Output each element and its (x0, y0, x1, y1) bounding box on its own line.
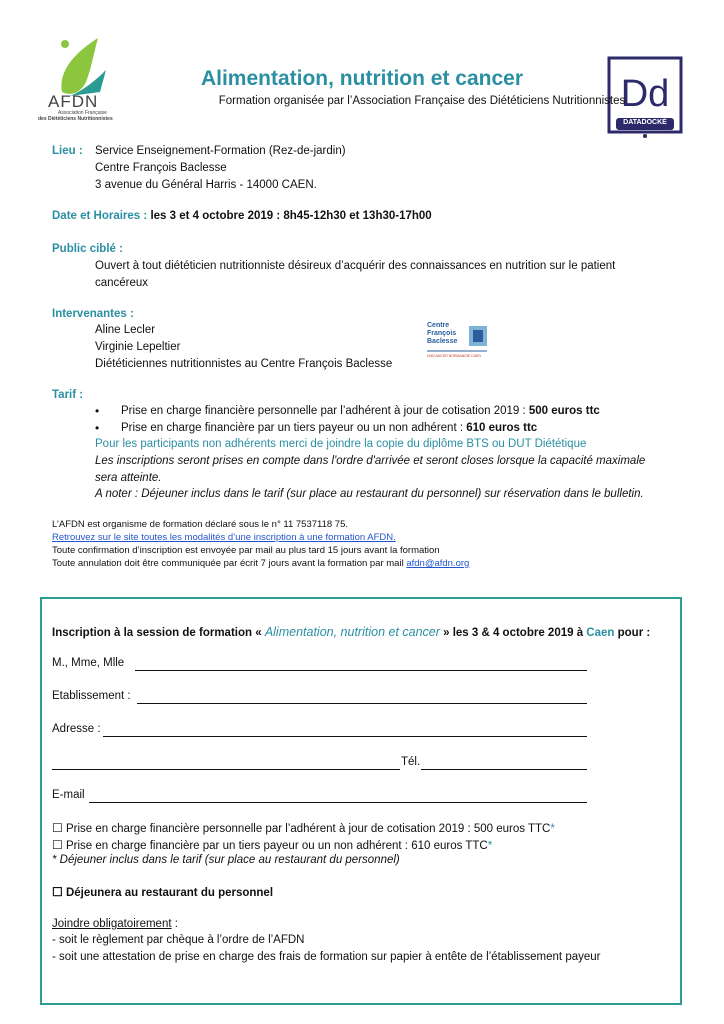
bullet-icon: • (95, 421, 100, 435)
page-title: Alimentation, nutrition et cancer (200, 67, 524, 90)
name-label: M., Mme, Mlle (52, 657, 125, 669)
dates-row (52, 210, 432, 222)
option-tiers-payeur[interactable] (52, 838, 492, 852)
tarif-note-inscriptions-2: sera atteinte. (95, 472, 162, 484)
form-heading-title: Alimentation, nutrition et cancer (264, 625, 440, 639)
afdn-logo-text: AFDN (48, 92, 99, 111)
option-dejeuner-text: Déjeunera au restaurant du personnel (65, 887, 274, 899)
tarif-item-1-price: 500 euros ttc (528, 405, 600, 417)
form-heading-b: » les 3 & 4 octobre 2019 à (439, 627, 587, 639)
tarif-item-2 (121, 422, 537, 434)
afdn-logo-sub2: des Diététiciens Nutritionnistes (38, 116, 113, 122)
checkbox-icon[interactable]: ☐ (52, 821, 63, 835)
form-dejeuner-note (52, 854, 400, 866)
joindre-label: Joindre obligatoirement (52, 918, 172, 930)
baclesse-line1: Centre (427, 322, 450, 329)
tarif-item-2-text: Prise en charge financière par un tiers payeur ou un non adhérent : (121, 422, 467, 434)
checkbox-icon[interactable]: ☐ (52, 838, 63, 852)
tarif-note-inscriptions-1: Les inscriptions seront prises en compte dans l'ordre d'arrivée et seront closes lorsque la capacité maximale (95, 455, 646, 467)
lieu-label: Lieu : (52, 145, 83, 157)
intervenante-1: Aline Lecler (95, 324, 156, 336)
tarif-note-dejeuner: A noter : Déjeuner inclus dans le tarif (sur place au restaurant du personnel) sur réservation dans le bulletin. (95, 488, 644, 500)
intervenantes-role: Diététiciennes nutritionnistes au Centre François Baclesse (95, 358, 393, 370)
form-heading-a: Inscription à la session de formation « (52, 627, 265, 639)
baclesse-line3: Baclesse (427, 338, 458, 345)
form-heading-city: Caen (586, 627, 615, 639)
option-personnelle-text: Prise en charge financière personnelle par l’adhérent à jour de cotisation 2019 : 500 euros TTC (65, 823, 551, 835)
page-subtitle: Formation organisée par l’Association Française des Diététiciens Nutritionnistes (218, 95, 626, 107)
tarif-note-diplome: Pour les participants non adhérents merci de joindre la copie du diplôme BTS ou DUT Diététique (95, 438, 587, 450)
intervenantes-label: Intervenantes : (52, 308, 134, 320)
afdn-logo-sub1: Association Française (58, 110, 107, 116)
joindre-heading (52, 918, 178, 930)
bullet-icon: • (95, 404, 100, 418)
joindre-colon: : (171, 918, 178, 930)
option-star: * (487, 840, 493, 852)
option-tiers-text: Prise en charge financière par un tiers payeur ou un non adhérent : 610 euros TTC (65, 840, 488, 852)
etablissement-field[interactable] (137, 703, 587, 704)
datadock-text: DATADOCKÉ (623, 119, 667, 126)
public-line1: Ouvert à tout diététicien nutritionniste désireux d’acquérir des connaissances en nutrition sur le patient (95, 260, 616, 272)
public-line2: cancéreux (95, 277, 149, 289)
baclesse-tag: UNICANCER NORMANDIE CAEN (427, 354, 481, 358)
info-line3: Toute confirmation d’inscription est envoyée par mail au plus tard 15 jours avant la formation (52, 545, 440, 556)
info-line1: L’AFDN est organisme de formation déclaré sous le n° 11 7537118 75. (52, 519, 349, 530)
option-personnelle[interactable] (52, 821, 555, 835)
lieu-line1: Service Enseignement-Formation (Rez-de-jardin) (95, 145, 346, 157)
form-heading (52, 625, 650, 639)
tel-field[interactable] (421, 769, 587, 770)
option-dejeuner[interactable] (52, 885, 273, 899)
etablissement-label: Etablissement : (52, 690, 131, 702)
tarif-item-1-text: Prise en charge financière personnelle par l’adhérent à jour de cotisation 2019 : (121, 405, 529, 417)
adresse-field[interactable] (103, 736, 587, 737)
intervenante-2: Virginie Lepeltier (95, 341, 181, 353)
info-email-link[interactable]: afdn@afdn.org (406, 558, 470, 569)
option-star: * (550, 823, 555, 835)
dates-label: Date et Horaires : (52, 210, 151, 222)
email-field[interactable] (89, 802, 587, 803)
lieu-line2: Centre François Baclesse (95, 162, 227, 174)
joindre-item-1: - soit le règlement par chèque à l’ordre de l’AFDN (52, 934, 305, 946)
dates-value: les 3 et 4 octobre 2019 : 8h45-12h30 et 13h30-17h00 (150, 210, 432, 222)
baclesse-line2: François (427, 330, 457, 337)
email-label: E-mail (52, 789, 85, 801)
info-line4-text: Toute annulation doit être communiquée par écrit 7 jours avant la formation par mail (52, 558, 407, 569)
svg-text:Dd: Dd (620, 73, 670, 115)
public-label: Public ciblé : (52, 243, 123, 255)
tarif-item-1 (121, 405, 600, 417)
centre-baclesse-logo (425, 322, 493, 364)
name-field[interactable] (135, 670, 587, 671)
form-dejeuner-note-text: * Déjeuner inclus dans le tarif (sur place au restaurant du personnel) (52, 854, 400, 866)
form-heading-c: pour : (614, 627, 651, 639)
info-line4 (52, 558, 469, 569)
checkbox-icon[interactable]: ☐ (52, 885, 63, 899)
joindre-item-2: - soit une attestation de prise en charge des frais de formation sur papier à entête de l’établissement payeur (52, 951, 601, 963)
adresse-label: Adresse : (52, 723, 101, 735)
tarif-item-2-price: 610 euros ttc (466, 422, 538, 434)
lieu-line3: 3 avenue du Général Harris - 14000 CAEN. (95, 179, 317, 191)
tarif-label: Tarif : (52, 389, 84, 401)
adresse-field-2[interactable] (52, 769, 400, 770)
tel-label: Tél. (401, 756, 421, 768)
info-link[interactable]: Retrouvez sur le site toutes les modalités d’une inscription à une formation AFDN. (52, 532, 396, 543)
